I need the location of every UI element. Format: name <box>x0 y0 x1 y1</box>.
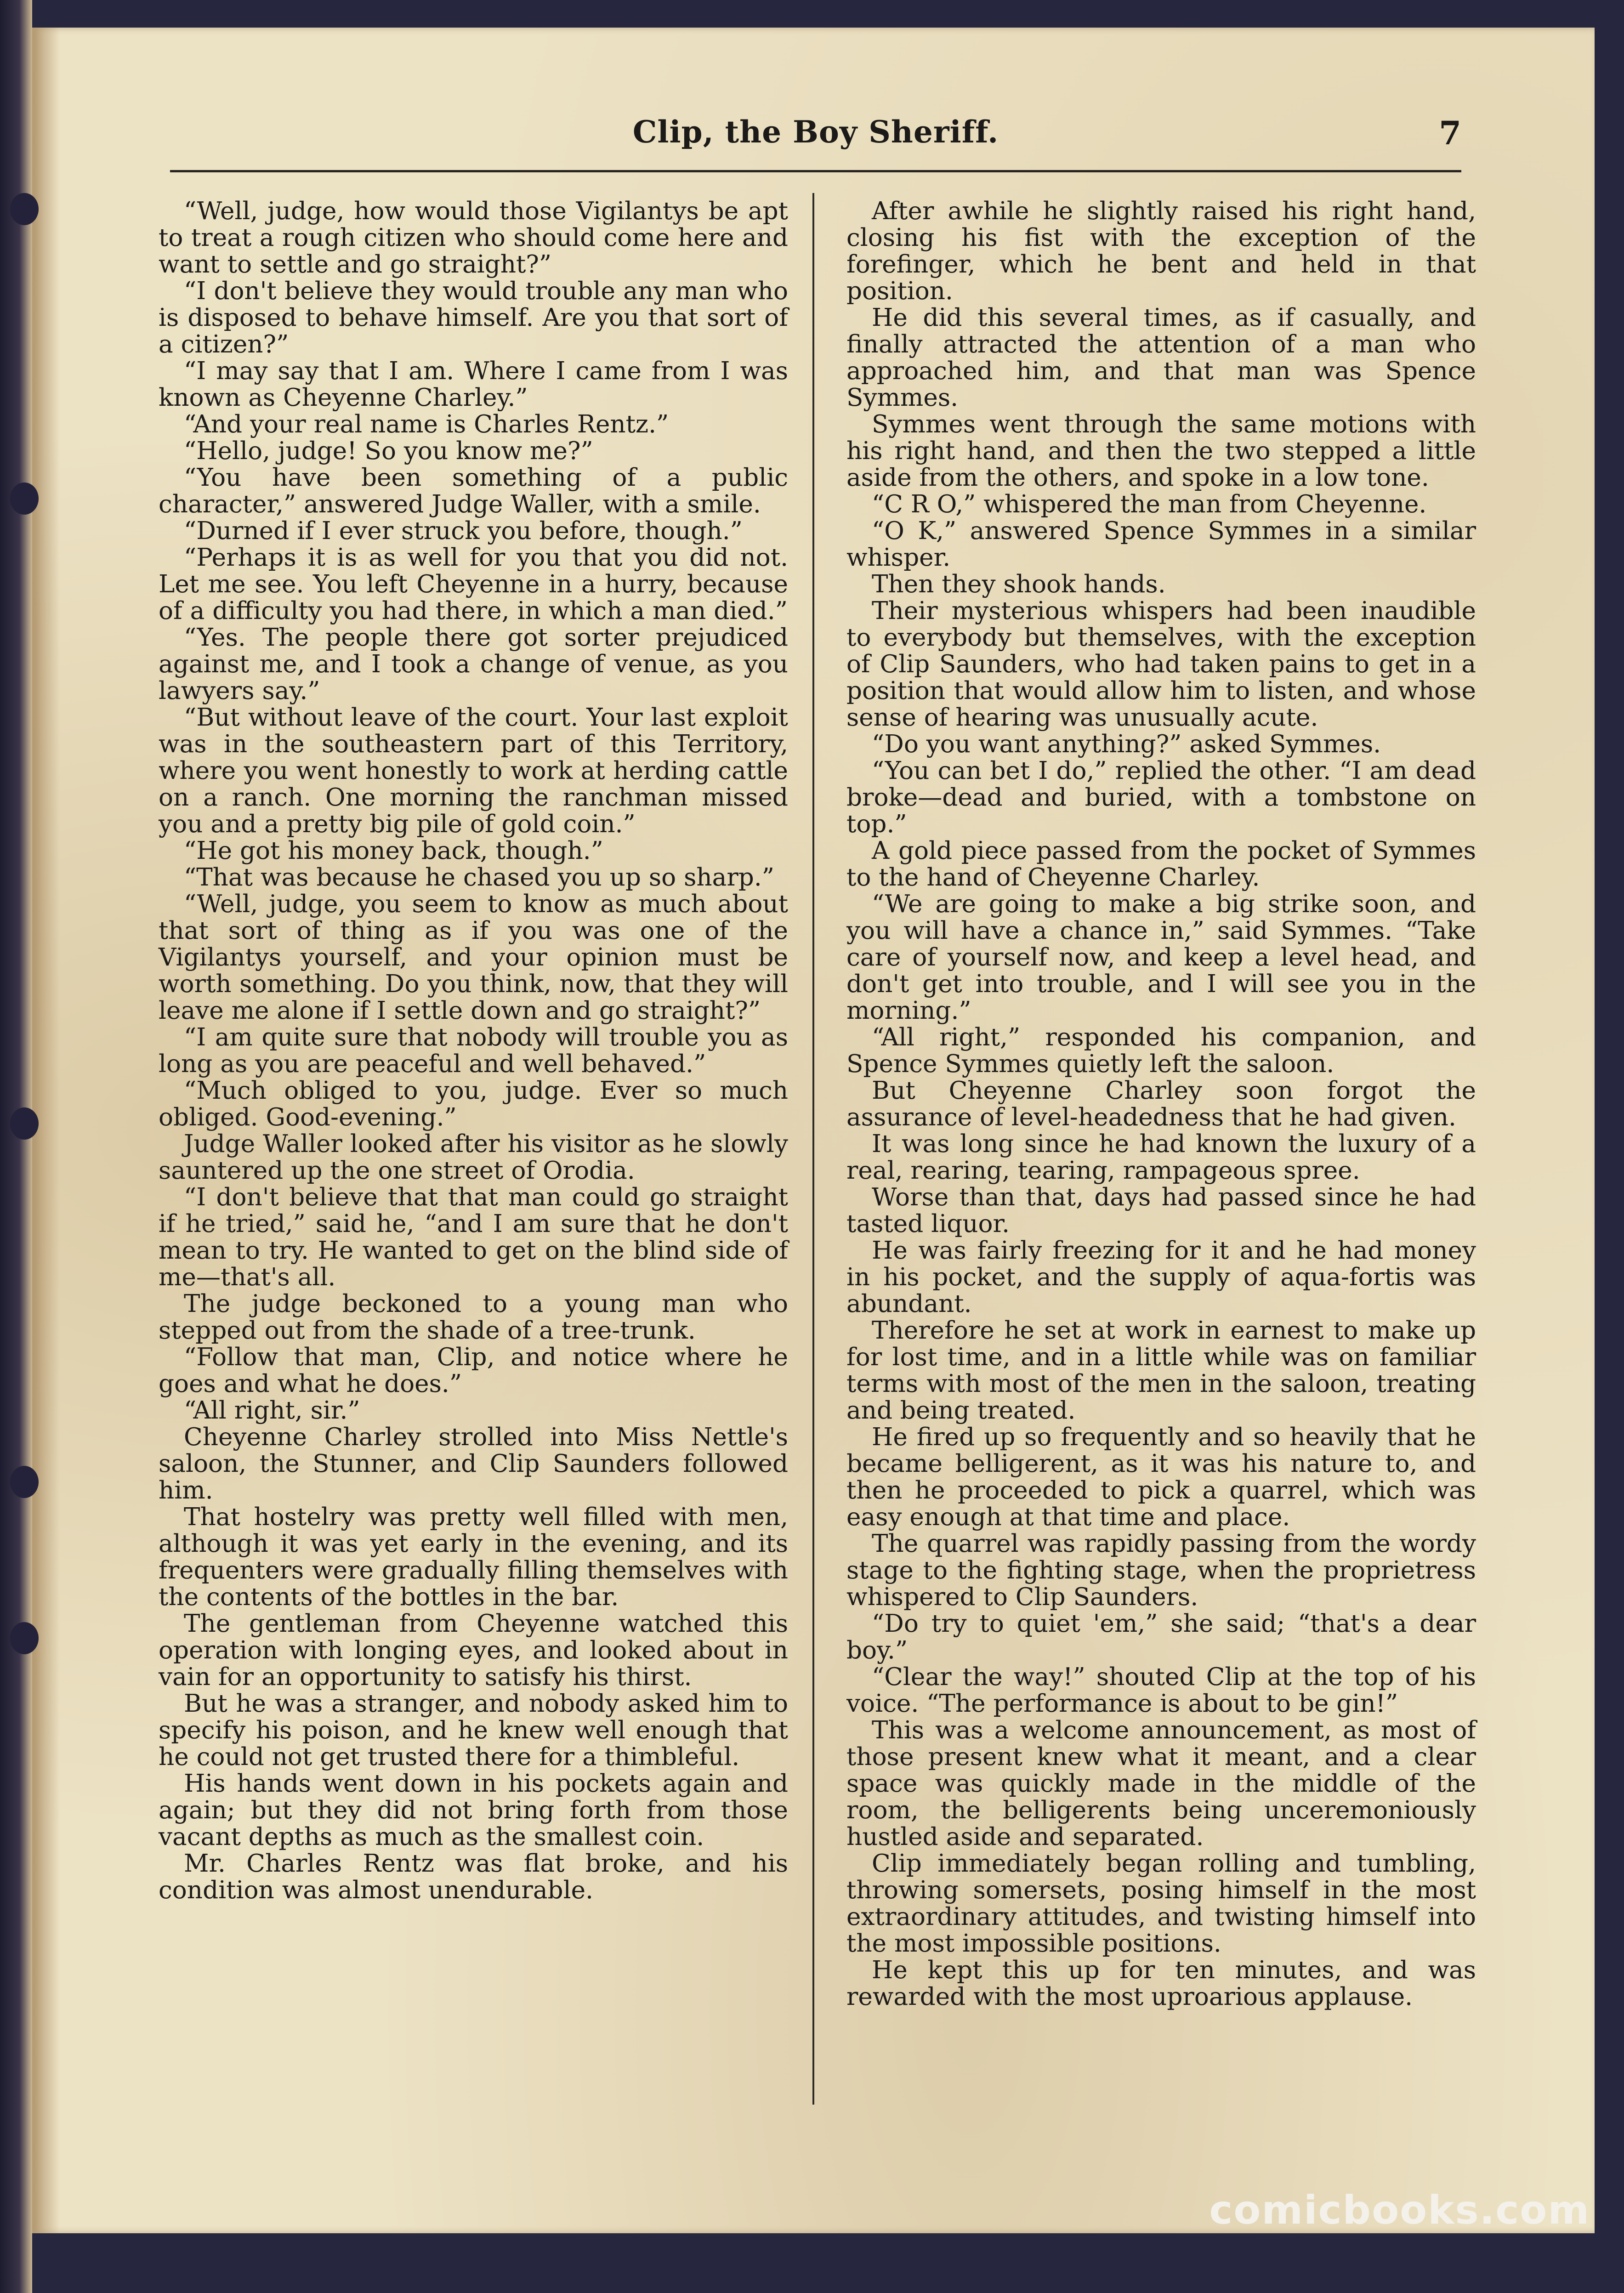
binding-strip <box>0 0 32 2293</box>
paragraph: “I don't believe that that man could go straight if he tried,” said he, “and I am sure that he don't mean to try. He wanted to get on the blind side of me—that's all. <box>159 1183 788 1291</box>
paragraph: “And your real name is Charles Rentz.” <box>184 410 669 438</box>
binding-hole <box>10 482 39 515</box>
paragraph: That hostelry was pretty well filled with men, although it was yet early in the evening, and its frequenters were gradually filling themselves with the contents of the bottles in the bar. <box>159 1503 788 1611</box>
page-header <box>170 114 1461 165</box>
running-title: Clip, the Boy Sheriff. <box>632 114 999 150</box>
paragraph: “He got his money back, though.” <box>184 836 603 865</box>
paragraph: “C R O,” whispered the man from Cheyenne. <box>872 490 1427 518</box>
paragraph: Clip immediately began rolling and tumbling, throwing somersets, posing himself in the most extraordinary attitudes, and twisting himself into the most impossible positions. <box>846 1849 1476 1958</box>
paragraph: Their mysterious whispers had been inaudible to everybody but themselves, with the exception of Clip Saunders, who had taken pains to get in a position that would allow him to listen, and whose sense of hearing was unusually acute. <box>846 596 1476 732</box>
paragraph: Judge Waller looked after his visitor as he slowly sauntered up the one street of Orodia. <box>159 1129 788 1185</box>
binding-hole <box>10 1466 39 1498</box>
paragraph: “All right, sir.” <box>184 1396 360 1425</box>
paragraph: But Cheyenne Charley soon forgot the assurance of level-headedness that he had given. <box>846 1076 1476 1131</box>
paragraph: He did this several times, as if casually, and finally attracted the attention of a man who approached him, and that man was Spence Symmes. <box>846 303 1476 412</box>
paragraph: “O K,” answered Spence Symmes in a similar whisper. <box>846 516 1476 572</box>
paragraph: His hands went down in his pockets again and again; but they did not bring forth from those vacant depths as much as the smallest coin. <box>159 1769 788 1851</box>
paragraph: “Perhaps it is as well for you that you did not. Let me see. You left Cheyenne in a hurry, because of a difficulty you had there, in which a man died.” <box>159 543 788 625</box>
paragraph: “Do try to quiet 'em,” she said; “that's a dear boy.” <box>846 1609 1476 1664</box>
paragraph: “Hello, judge! So you know me?” <box>184 437 593 465</box>
paragraph: “We are going to make a big strike soon, and you will have a chance in,” said Symmes. “Take care of yourself now, and keep a level head, and don't get into trouble, and I will see you in the morning.” <box>846 890 1476 1025</box>
right-text-column <box>846 198 1476 2010</box>
paragraph: “Much obliged to you, judge. Ever so much obliged. Good-evening.” <box>159 1076 788 1131</box>
paragraph: “All right,” responded his companion, and Spence Symmes quietly left the saloon. <box>846 1023 1476 1078</box>
paragraph: Then they shook hands. <box>872 570 1166 598</box>
paragraph: Cheyenne Charley strolled into Miss Nettle's saloon, the Stunner, and Clip Saunders followed him. <box>159 1423 788 1504</box>
paragraph: The judge beckoned to a young man who stepped out from the shade of a tree-trunk. <box>159 1289 788 1345</box>
paragraph: But he was a stranger, and nobody asked him to specify his poison, and he knew well enough that he could not get trusted there for a thimbleful. <box>159 1689 788 1771</box>
paragraph: After awhile he slightly raised his right hand, closing his fist with the exception of the forefinger, which he bent and held in that position. <box>846 197 1476 305</box>
paragraph: “Durned if I ever struck you before, though.” <box>184 516 743 545</box>
binding-hole <box>10 1622 39 1654</box>
paragraph: A gold piece passed from the pocket of Symmes to the hand of Cheyenne Charley. <box>846 836 1476 891</box>
paragraph: “Well, judge, how would those Vigilantys be apt to treat a rough citizen who should come here and want to settle and go straight?” <box>159 197 788 278</box>
paragraph: Mr. Charles Rentz was flat broke, and his condition was almost unendurable. <box>159 1849 788 1904</box>
paragraph: “Do you want anything?” asked Symmes. <box>872 730 1381 758</box>
page-number: 7 <box>1439 114 1461 152</box>
paragraph: “You can bet I do,” replied the other. “I am dead broke—dead and buried, with a tombstone on top.” <box>846 756 1476 838</box>
paragraph: He fired up so frequently and so heavily that he became belligerent, as it was his nature to, and then he proceeded to pick a quarrel, which was easy enough at that time and place. <box>846 1423 1476 1531</box>
paragraph: The quarrel was rapidly passing from the wordy stage to the fighting stage, when the proprietress whispered to Clip Saunders. <box>846 1529 1476 1611</box>
paragraph: He kept this up for ten minutes, and was rewarded with the most uproarious applause. <box>846 1956 1476 2011</box>
paragraph: “Follow that man, Clip, and notice where he goes and what he does.” <box>159 1343 788 1398</box>
paragraph: He was fairly freezing for it and he had money in his pocket, and the supply of aqua-fortis was abundant. <box>846 1236 1476 1318</box>
paragraph: Worse than that, days had passed since he had tasted liquor. <box>846 1183 1476 1238</box>
binding-hole <box>10 193 39 225</box>
paragraph: “But without leave of the court. Your last exploit was in the southeastern part of this Territory, where you went honestly to work at herding cattle on a ranch. One morning the ranchman missed you and a pretty big pile of gold coin.” <box>159 703 788 838</box>
paragraph: “I don't believe they would trouble any man who is disposed to behave himself. Are you that sort of a citizen?” <box>159 277 788 358</box>
header-rule <box>170 170 1461 172</box>
paragraph: “That was because he chased you up so sharp.” <box>184 863 774 891</box>
paragraph: Therefore he set at work in earnest to make up for lost time, and in a little while was on familiar terms with most of the men in the saloon, treating and being treated. <box>846 1316 1476 1425</box>
left-text-column <box>159 198 788 1903</box>
paragraph: The gentleman from Cheyenne watched this operation with longing eyes, and looked about in vain for an opportunity to satisfy his thirst. <box>159 1609 788 1691</box>
binding-hole <box>10 1107 39 1140</box>
paragraph: “Well, judge, you seem to know as much about that sort of thing as if you was one of the Vigilantys yourself, and your opinion must be worth something. Do you think, now, that they will leave me alone if I settle down and go straight?” <box>159 890 788 1025</box>
paragraph: It was long since he had known the luxury of a real, rearing, tearing, rampageous spree. <box>846 1129 1476 1185</box>
column-divider <box>812 193 814 2105</box>
paragraph: “You have been something of a public character,” answered Judge Waller, with a smile. <box>159 463 788 518</box>
watermark: comicbooks.com <box>1209 2187 1590 2233</box>
paragraph: “Yes. The people there got sorter prejudiced against me, and I took a change of venue, as you lawyers say.” <box>159 623 788 705</box>
paragraph: Symmes went through the same motions with his right hand, and then the two stepped a little aside from the others, and spoke in a low tone. <box>846 410 1476 492</box>
paragraph: “I am quite sure that nobody will trouble you as long as you are peaceful and well behaved.” <box>159 1023 788 1078</box>
paragraph: This was a welcome announcement, as most of those present knew what it meant, and a clear space was quickly made in the middle of the room, the belligerents being unceremoniously hustled aside and separated. <box>846 1716 1476 1851</box>
paragraph: “Clear the way!” shouted Clip at the top of his voice. “The performance is about to be gin!” <box>846 1663 1476 1718</box>
paragraph: “I may say that I am. Where I came from I was known as Cheyenne Charley.” <box>159 357 788 412</box>
